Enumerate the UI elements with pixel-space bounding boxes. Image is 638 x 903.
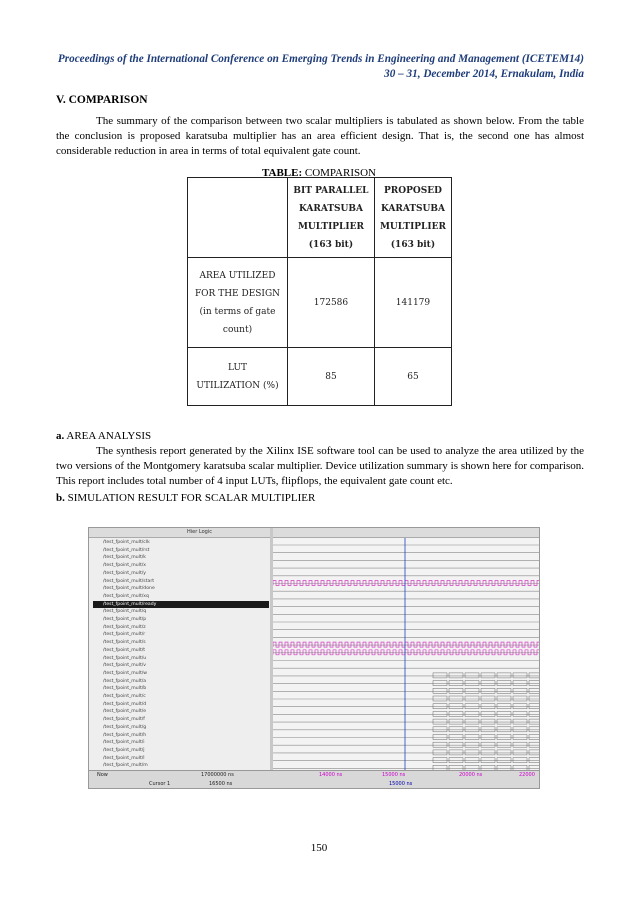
bus-segment [529, 758, 539, 763]
clock-waveform [273, 642, 539, 647]
bus-segment [449, 727, 463, 732]
area-analysis-paragraph: The synthesis report generated by the Xilinx ISE software tool can be used to analyze the area utilized by the two versions of the Montgomery karatsuba scalar multiplier. Device utilization summary is shown here for comparison. This report includes total number of 4 input LUTs, flipflops, the equivalent gate count etc. [56, 445, 584, 487]
bus-segment [433, 688, 447, 693]
signal-row[interactable] [93, 685, 269, 692]
row-area-value-1: 172586 [288, 258, 375, 348]
bus-segment [465, 688, 479, 693]
col2-line3: MULTIPLIER [379, 221, 446, 232]
signal-row[interactable] [93, 608, 269, 615]
bus-segment [513, 673, 527, 678]
signal-name: /test_fpoint_mult/xq [103, 593, 149, 599]
subsection-a-label: a. [56, 430, 65, 442]
bus-segment [449, 696, 463, 701]
row-area-value-2: 141179 [374, 258, 451, 348]
row-lut-value-2: 65 [374, 348, 451, 406]
bus-segment [513, 704, 527, 709]
bus-segment [513, 711, 527, 716]
signal-row[interactable] [93, 639, 269, 646]
cursor-time-label: 15000 ns [389, 781, 413, 787]
signal-row[interactable] [93, 670, 269, 677]
bus-segment [449, 688, 463, 693]
bus-segment [497, 696, 511, 701]
col2-line1: PROPOSED [384, 185, 442, 196]
signal-name: /test_fpoint_mult/e [103, 709, 147, 715]
bus-segment [433, 681, 447, 686]
cursor-value: 16500 ns [209, 781, 233, 787]
row2-line2: UTILIZATION (%) [196, 380, 279, 391]
table-header-row [188, 178, 452, 258]
subsection-a-heading [56, 430, 151, 442]
bus-segment [449, 704, 463, 709]
signal-name: /test_fpoint_mult/q [103, 609, 147, 615]
bus-segment [497, 704, 511, 709]
bus-segment [449, 758, 463, 763]
row1-line1: AREA UTILIZED [199, 270, 276, 281]
clock-waveform [273, 581, 539, 586]
bus-segment [529, 704, 539, 709]
bus-segment [433, 673, 447, 678]
signal-row[interactable] [93, 631, 269, 638]
now-value: 17000000 ns [201, 772, 234, 778]
bus-segment [529, 750, 539, 755]
col1-line3: MULTIPLIER [297, 221, 364, 232]
subsection-b-heading [56, 492, 315, 504]
page-number: 150 [310, 842, 328, 854]
tick-1: 14000 ns [319, 772, 343, 778]
bus-segment [481, 696, 495, 701]
tick-4: 22000 [519, 772, 535, 778]
subsection-a-title: AREA ANALYSIS [66, 430, 152, 442]
signal-name: /test_fpoint_mult/s [103, 640, 146, 646]
signal-name: /test_fpoint_mult/rst [103, 547, 150, 553]
bus-segment [465, 758, 479, 763]
comparison-table [187, 177, 452, 406]
signal-row[interactable] [93, 662, 269, 669]
bus-segment [529, 719, 539, 724]
table-caption-prefix: TABLE: [261, 167, 303, 179]
bus-segment [497, 673, 511, 678]
signal-name: /test_fpoint_mult/ready [103, 601, 157, 607]
simulation-waveform-figure [88, 527, 540, 789]
signal-row[interactable] [93, 570, 269, 577]
signal-name: /test_fpoint_mult/l [103, 755, 145, 761]
bus-segment [481, 750, 495, 755]
bus-segment [433, 750, 447, 755]
bus-segment [449, 742, 463, 747]
table-row-lut [188, 348, 452, 406]
bus-segment [449, 681, 463, 686]
signal-name: /test_fpoint_mult/g [103, 724, 147, 730]
signal-row[interactable] [93, 601, 269, 608]
bus-segment [465, 681, 479, 686]
bus-segment [497, 719, 511, 724]
signal-row[interactable] [93, 747, 269, 754]
bus-segment [481, 742, 495, 747]
signal-name: /test_fpoint_mult/w [103, 670, 148, 676]
signal-row[interactable] [93, 554, 269, 561]
bus-segment [529, 688, 539, 693]
table-header-proposed [374, 178, 451, 258]
bus-segment [465, 711, 479, 716]
bus-segment [449, 719, 463, 724]
bus-segment [465, 673, 479, 678]
signal-row[interactable] [93, 539, 269, 546]
bus-segment [513, 758, 527, 763]
tick-2: 15000 ns [382, 772, 406, 778]
bus-segment [497, 688, 511, 693]
bus-segment [513, 742, 527, 747]
signal-row[interactable] [93, 585, 269, 592]
bus-segment [465, 742, 479, 747]
row1-line2: FOR THE DESIGN [194, 288, 281, 299]
row-area-label [188, 258, 288, 348]
signal-row[interactable] [93, 701, 269, 708]
bus-segment [529, 727, 539, 732]
bus-segment [513, 750, 527, 755]
bus-segment [529, 673, 539, 678]
bus-segment [497, 711, 511, 716]
bus-segment [481, 758, 495, 763]
bus-segment [497, 758, 511, 763]
bus-segment [433, 704, 447, 709]
signal-row[interactable] [93, 762, 269, 769]
col2-line2: KARATSUBA [380, 203, 445, 214]
signal-row[interactable] [93, 655, 269, 662]
bus-segment [529, 696, 539, 701]
signal-row[interactable] [93, 678, 269, 685]
bus-segment [497, 750, 511, 755]
bus-segment [433, 758, 447, 763]
signal-row[interactable] [93, 732, 269, 739]
bus-segment [433, 727, 447, 732]
waveform-area [273, 538, 539, 770]
signal-name: /test_fpoint_mult/x [103, 563, 147, 569]
signal-row[interactable] [93, 578, 269, 585]
bus-segment [465, 735, 479, 740]
table-header-bit-parallel [288, 178, 375, 258]
bus-segment [433, 696, 447, 701]
signal-name: /test_fpoint_mult/v [103, 663, 147, 669]
table-empty-cell [188, 178, 288, 258]
row2-line1: LUT [227, 362, 248, 373]
row-lut-label [188, 348, 288, 406]
bus-segment [481, 681, 495, 686]
signal-name: /test_fpoint_mult/u [103, 655, 147, 661]
signal-row[interactable] [93, 693, 269, 700]
signal-name: /test_fpoint_mult/z [103, 624, 146, 630]
bus-segment [513, 727, 527, 732]
signal-name: /test_fpoint_mult/c [103, 694, 146, 699]
signal-name: /test_fpoint_mult/h [103, 732, 147, 738]
col2-line4: (163 bit) [390, 239, 436, 250]
signal-row[interactable] [93, 647, 269, 654]
signal-name: /test_fpoint_mult/t [103, 647, 146, 653]
row1-line4: count) [222, 324, 253, 335]
signal-name: /test_fpoint_mult/k [103, 555, 146, 561]
bus-segment [481, 704, 495, 709]
bus-segment [481, 727, 495, 732]
signal-row[interactable] [93, 739, 269, 746]
bus-segment [529, 681, 539, 686]
bus-segment [497, 681, 511, 686]
bus-segment [433, 719, 447, 724]
cursor-label: Cursor 1 [149, 781, 171, 787]
header-line-2: 30 – 31, December 2014, Ernakulam, India [384, 68, 584, 80]
row-lut-value-1: 85 [288, 348, 375, 406]
bus-segment [529, 742, 539, 747]
bus-segment [465, 719, 479, 724]
bus-segment [513, 719, 527, 724]
signal-name: /test_fpoint_mult/r [103, 632, 146, 638]
proceedings-header [44, 52, 584, 82]
bus-segment [481, 673, 495, 678]
section-title: V. COMPARISON [56, 94, 148, 106]
bus-segment [513, 696, 527, 701]
bus-segment [449, 750, 463, 755]
signal-name: /test_fpoint_mult/b [103, 686, 147, 692]
signal-row[interactable] [93, 616, 269, 623]
signal-name: /test_fpoint_mult/i [103, 740, 145, 746]
signal-name: /test_fpoint_mult/p [103, 617, 147, 622]
tick-3: 20000 ns [459, 772, 483, 778]
bus-segment [513, 681, 527, 686]
bus-segment [465, 750, 479, 755]
signal-row[interactable] [93, 716, 269, 723]
col1-line4: (163 bit) [308, 239, 354, 250]
col1-line1: BIT PARALLEL [293, 185, 369, 196]
signal-name: /test_fpoint_mult/done [103, 586, 155, 592]
bus-segment [449, 735, 463, 740]
subsection-b-title: SIMULATION RESULT FOR SCALAR MULTIPLIER [67, 492, 316, 504]
row1-line3: (in terms of gate [199, 306, 276, 317]
comparison-paragraph: The summary of the comparison between two scalar multipliers is tabulated as shown below. From the table the conclusion is proposed karatsuba multiplier has an area efficient design. That is, the second one has almost considerable reduction in area in terms of total equivalent gate count. [56, 115, 584, 157]
bus-segment [497, 735, 511, 740]
signal-row[interactable] [93, 708, 269, 715]
signal-row[interactable] [93, 624, 269, 631]
bus-segment [529, 735, 539, 740]
signal-name: /test_fpoint_mult/a [103, 678, 147, 684]
signal-name: /test_fpoint_mult/clk [103, 540, 150, 545]
waveform-header-bar [89, 528, 539, 538]
signal-row[interactable] [93, 562, 269, 569]
signal-name: /test_fpoint_mult/d [103, 701, 147, 707]
signal-row[interactable] [93, 547, 269, 554]
clock-waveform [273, 650, 539, 655]
table-caption-text: COMPARISON [304, 167, 376, 179]
signal-row[interactable] [93, 755, 269, 762]
signal-name: /test_fpoint_mult/j [103, 747, 145, 753]
col1-line2: KARATSUBA [298, 203, 363, 214]
signal-name: /test_fpoint_mult/m [103, 763, 148, 769]
bus-segment [465, 696, 479, 701]
bus-segment [513, 688, 527, 693]
table-row-area [188, 258, 452, 348]
bus-segment [513, 735, 527, 740]
signal-name: /test_fpoint_mult/start [103, 578, 155, 584]
bus-segment [481, 719, 495, 724]
bus-segment [465, 704, 479, 709]
waveform-status-bar [89, 770, 539, 789]
bus-segment [449, 673, 463, 678]
subsection-b-label: b. [56, 492, 65, 504]
bus-segment [433, 711, 447, 716]
bus-segment [465, 727, 479, 732]
waveform-header-label: Hier Logic [187, 529, 212, 535]
signal-name: /test_fpoint_mult/f [103, 717, 145, 723]
bus-segment [449, 711, 463, 716]
signal-row[interactable] [93, 593, 269, 600]
bus-segment [497, 742, 511, 747]
now-label: Now [97, 772, 108, 778]
signal-name: /test_fpoint_mult/y [103, 570, 147, 576]
bus-segment [529, 711, 539, 716]
bus-segment [433, 742, 447, 747]
signal-row[interactable] [93, 724, 269, 731]
bus-segment [433, 735, 447, 740]
bus-segment [481, 688, 495, 693]
bus-segment [481, 735, 495, 740]
header-line-1: Proceedings of the International Conference on Emerging Trends in Engineering and Management (ICETEM14) [57, 53, 584, 65]
bus-segment [481, 711, 495, 716]
bus-segment [497, 727, 511, 732]
